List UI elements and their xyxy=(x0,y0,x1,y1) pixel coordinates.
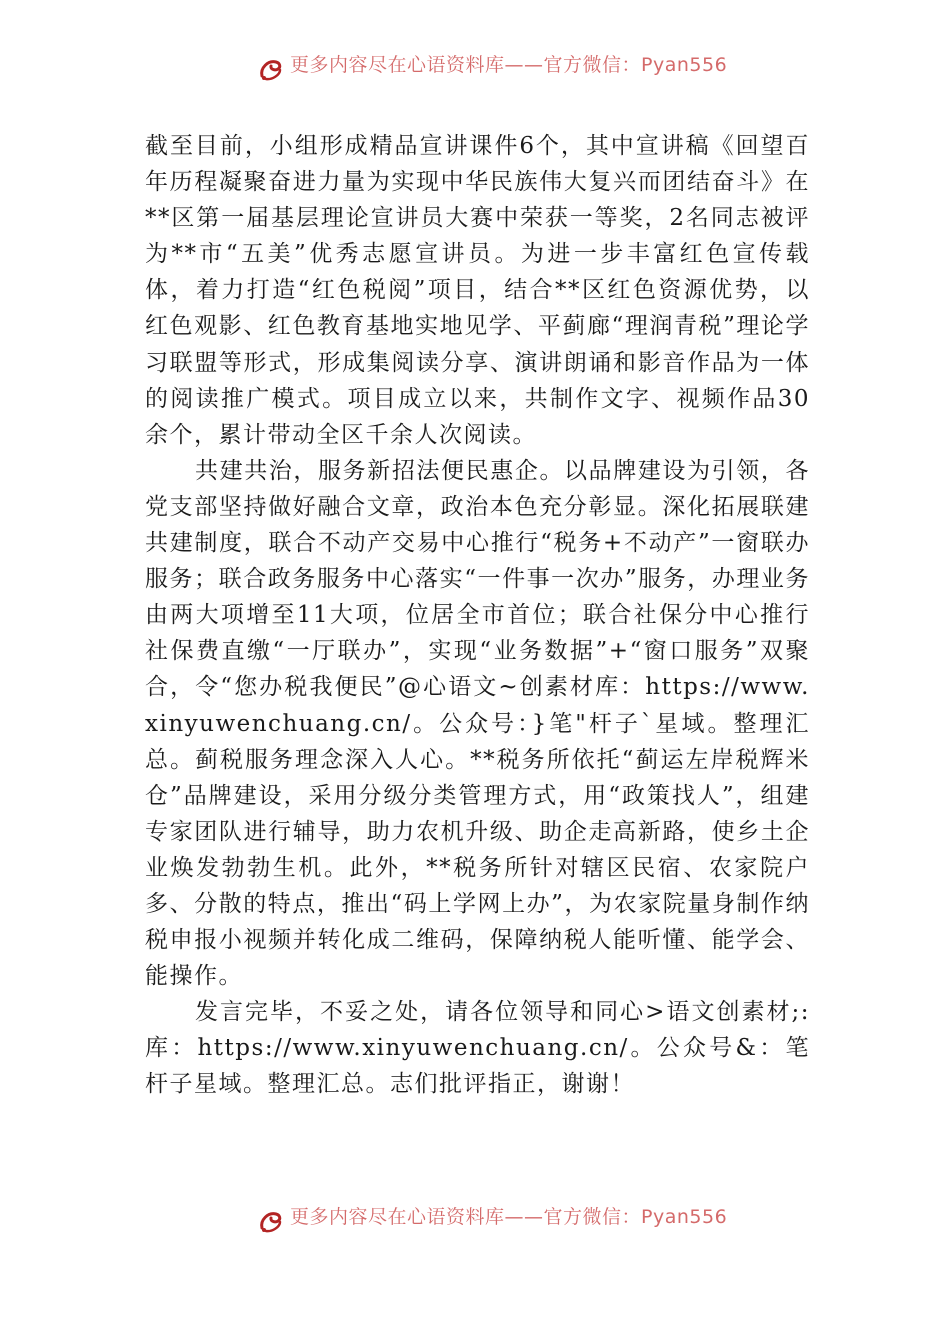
footer-banner-text: 更多内容尽在心语资料库——官方微信：Pyan556 xyxy=(290,1206,728,1228)
paragraph-1: 截至目前，小组形成精品宣讲课件6个，其中宣讲稿《回望百年历程凝聚奋进力量为实现中华民族伟大复兴而团结奋斗》在**区第一届基层理论宣讲员大赛中荣获一等奖，2名同志被评为**市“五美”优秀志愿宣讲员。为进一步丰富红色宣传载体，着力打造“红色税阅”项目，结合**区红色资源优势，以红色观影、红色教育基地实地见学、平蓟廊“理润青税”理论学习联盟等形式，形成集阅读分享、演讲朗诵和影音作品为一体的阅读推广模式。项目成立以来，共制作文字、视频作品30余个，累计带动全区千余人次阅读。 xyxy=(145,133,810,448)
footer-banner-inner xyxy=(258,1206,727,1240)
header-banner-text: 更多内容尽在心语资料库——官方微信：Pyan556 xyxy=(290,54,728,76)
swirl-logo-icon xyxy=(258,56,284,82)
paragraph-3: 发言完毕，不妥之处，请各位领导和同心>语文创素材;:库：https://www.xinyuwenchuang.cn/。公众号&：笔杆子星域。整理汇总。志们批评指正，谢谢！ xyxy=(145,999,810,1098)
footer-banner xyxy=(0,1206,950,1240)
header-banner-inner xyxy=(258,54,727,88)
document-body xyxy=(145,128,810,1103)
swirl-logo-icon xyxy=(258,1208,284,1234)
header-banner xyxy=(0,54,950,88)
paragraph-2: 共建共治，服务新招法便民惠企。以品牌建设为引领，各党支部坚持做好融合文章，政治本色充分彰显。深化拓展联建共建制度，联合不动产交易中心推行“税务+不动产”一窗联办服务；联合政务服务中心落实“一件事一次办”服务，办理业务由两大项增至11大项，位居全市首位；联合社保分中心推行社保费直缴“一厅联办”，实现“业务数据”+“窗口服务”双聚合，令“您办税我便民”@心语文~创素材库：https://www.xinyuwenchuang.cn/。公众号：}笔"杆子`星域。整理汇总。蓟税服务理念深入人心。**税务所依托“蓟运左岸税辉米仓”品牌建设，采用分级分类管理方式，用“政策找人”，组建专家团队进行辅导，助力农机升级、助企走高新路，使乡土企业焕发勃勃生机。此外，**税务所针对辖区民宿、农家院户多、分散的特点，推出“码上学网上办”，为农家院量身制作纳税申报小视频并转化成二维码，保障纳税人能听懂、能学会、能操作。 xyxy=(145,457,810,990)
